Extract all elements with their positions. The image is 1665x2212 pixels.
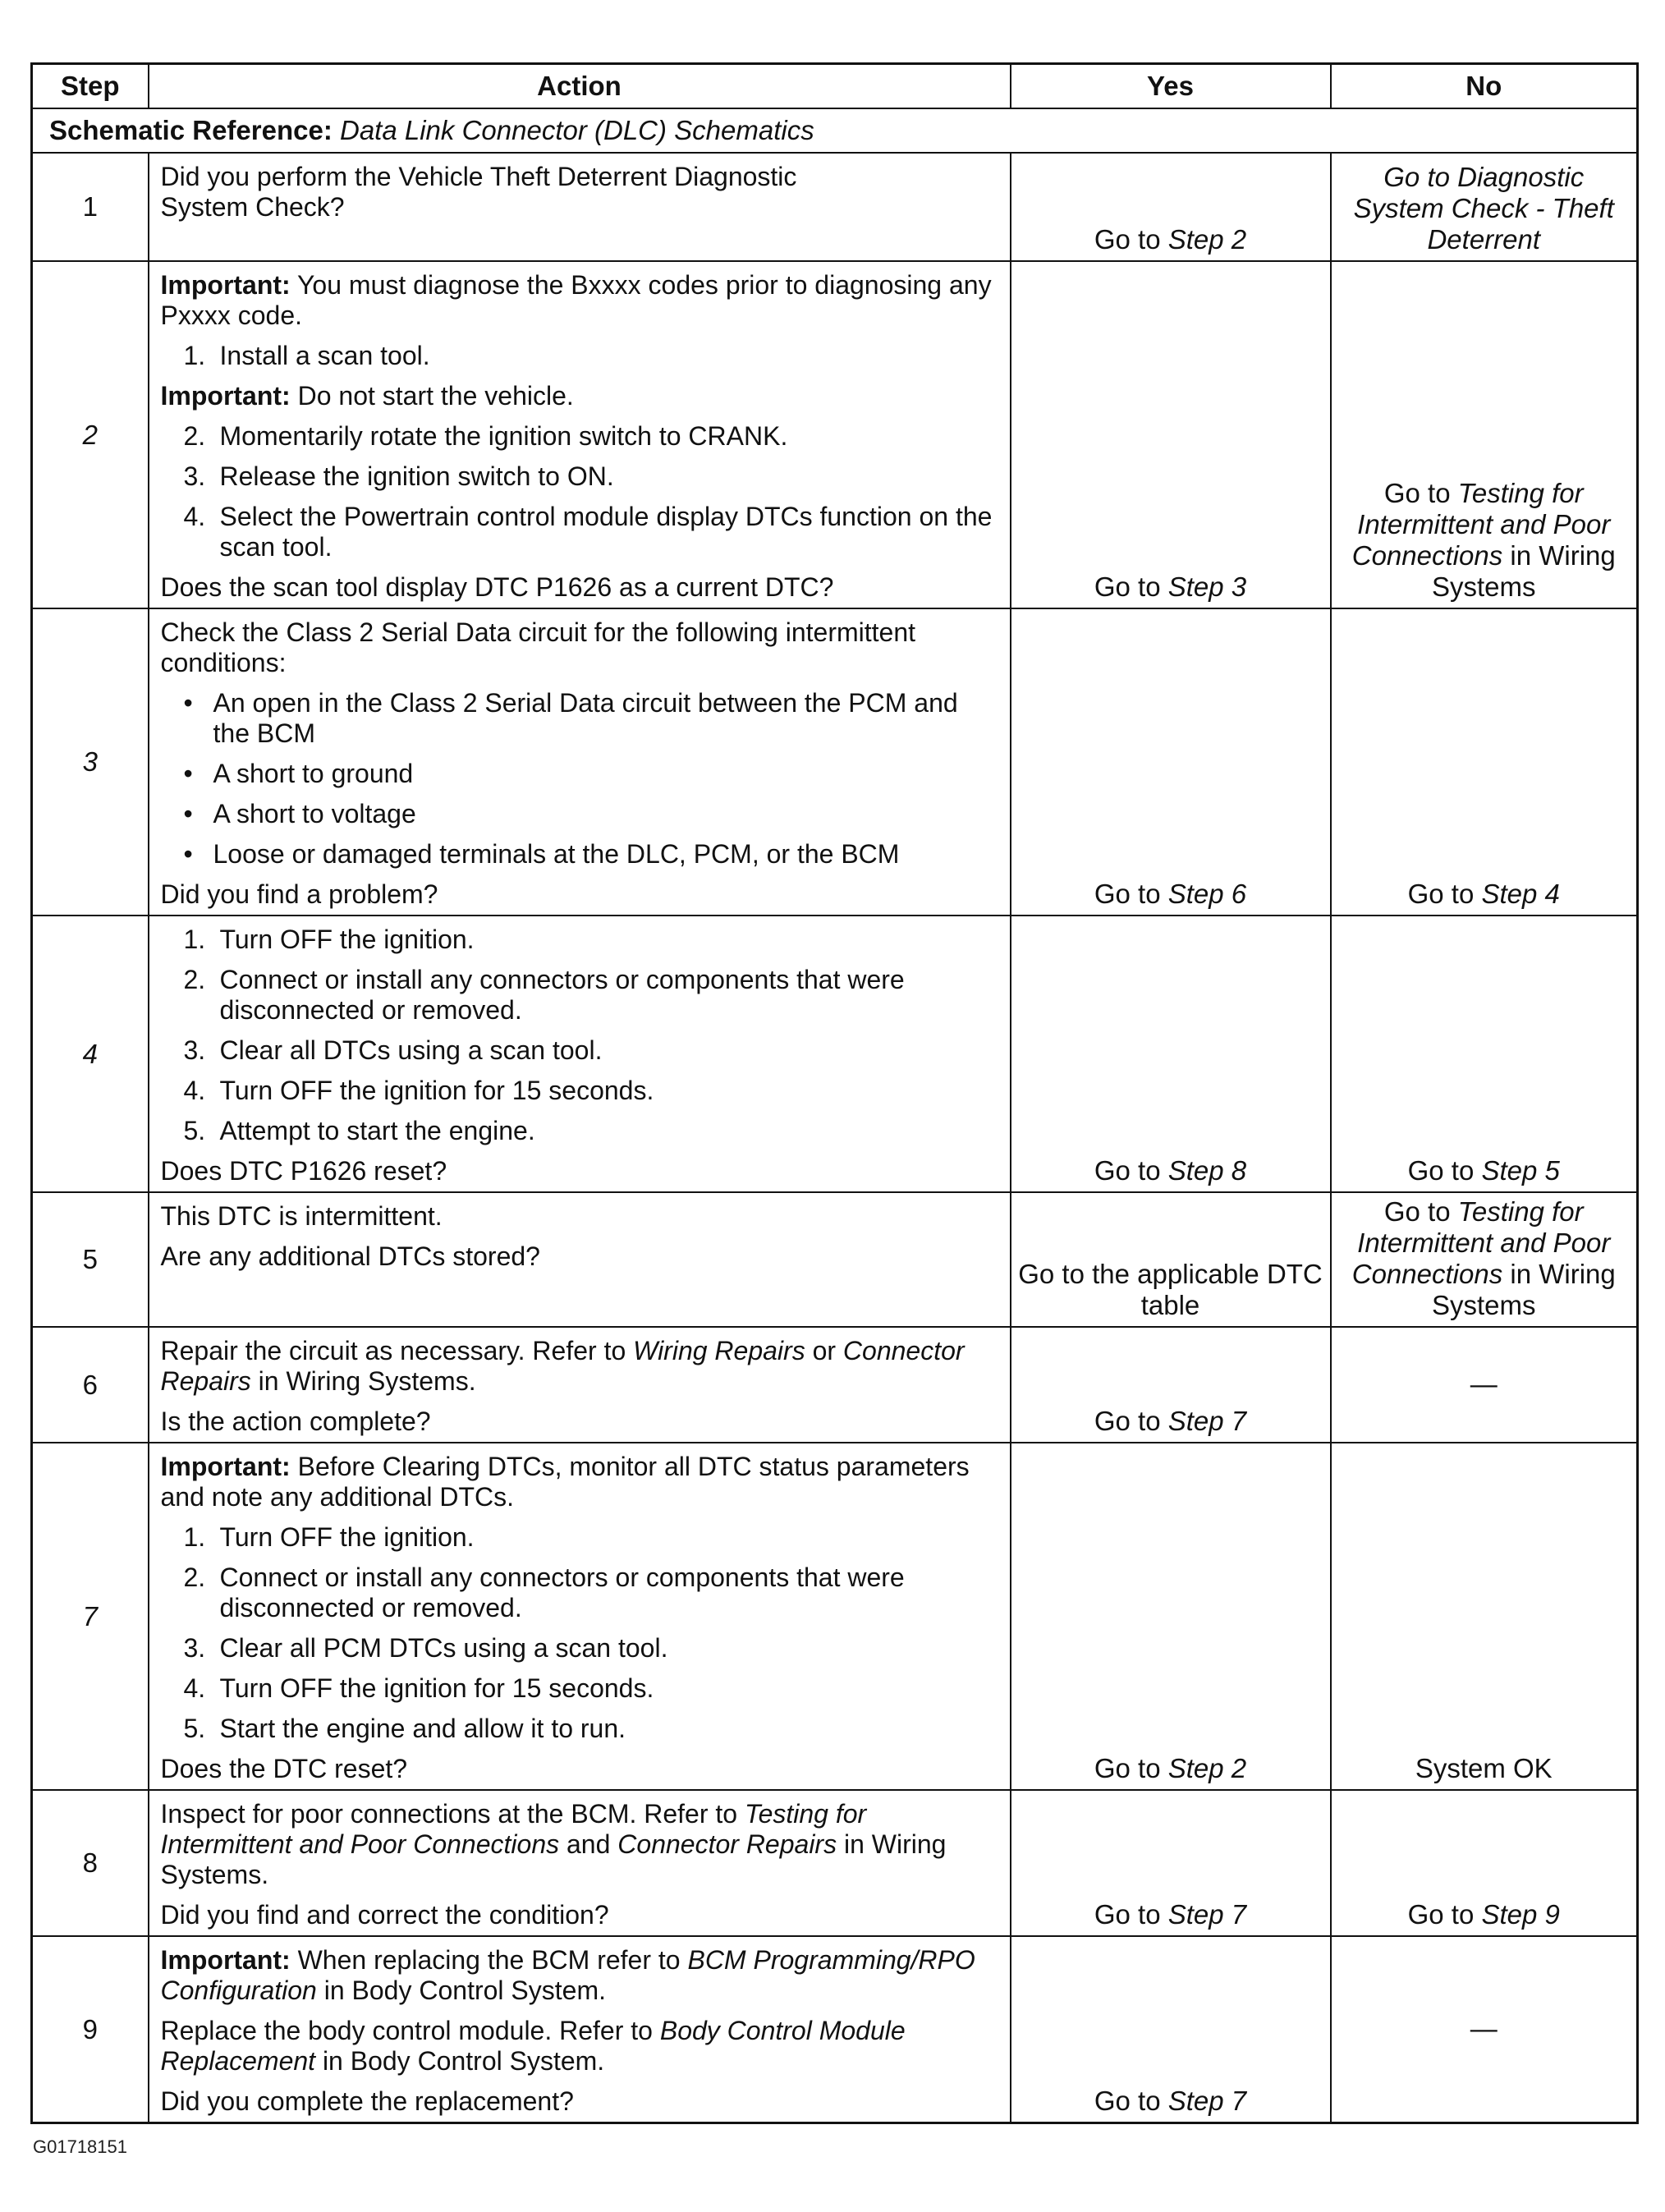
list-item: 3. Clear all PCM DTCs using a scan tool. bbox=[161, 1633, 998, 1664]
text-run: or bbox=[805, 1336, 843, 1365]
yes-pre: Go to bbox=[1094, 1753, 1168, 1783]
list-item: 1. Turn OFF the ignition. bbox=[161, 925, 998, 955]
no-text: System OK bbox=[1415, 1753, 1553, 1783]
yes-step-ref: Step 2 bbox=[1167, 1753, 1247, 1783]
list-item: 2. Connect or install any connectors or components that were disconnected or removed. bbox=[161, 965, 998, 1026]
figure-id: G01718151 bbox=[33, 2136, 127, 2157]
text-run: in Wiring Systems. bbox=[250, 1366, 476, 1396]
important-label: Important: bbox=[160, 1452, 291, 1481]
list-item-text: Turn OFF the ignition. bbox=[219, 925, 475, 954]
action-cell bbox=[149, 916, 1011, 1192]
yes-pre: Go to bbox=[1094, 2086, 1168, 2116]
no-cell bbox=[1331, 1790, 1638, 1936]
yes-pre: Go to bbox=[1094, 1406, 1168, 1436]
yes-step-ref: Step 7 bbox=[1167, 1899, 1247, 1930]
action-question: Did you perform the Vehicle Theft Deterrent Diagnostic System Check? bbox=[160, 162, 797, 222]
no-post: in Wiring Systems bbox=[1431, 540, 1616, 602]
yes-pre: Go to bbox=[1094, 224, 1168, 255]
action-cell bbox=[149, 153, 1011, 261]
step-number: 5 bbox=[32, 1192, 149, 1327]
action-question: Did you complete the replacement? bbox=[160, 2086, 574, 2116]
list-item: 2. Connect or install any connectors or components that were disconnected or removed. bbox=[161, 1563, 998, 1623]
action-line: This DTC is intermittent. bbox=[160, 1201, 443, 1231]
text-run: in Wiring Systems. bbox=[160, 1829, 947, 1889]
table-row bbox=[32, 1936, 1638, 2123]
list-item-text: Release the ignition switch to ON. bbox=[219, 461, 614, 491]
diagnostic-table bbox=[30, 62, 1639, 2124]
list-item-text: Connect or install any connectors or components that were disconnected or removed. bbox=[219, 965, 905, 1025]
list-item-text: Momentarily rotate the ignition switch to CRANK. bbox=[219, 421, 788, 451]
yes-step-ref: Step 7 bbox=[1167, 2086, 1247, 2116]
yes-cell bbox=[1011, 1443, 1331, 1790]
no-step-ref: Step 4 bbox=[1481, 879, 1560, 909]
reference-link: Body Control Module Replacement bbox=[160, 2016, 906, 2076]
list-item: • An open in the Class 2 Serial Data circuit between the PCM and the BCM bbox=[161, 688, 998, 749]
text-run: in Body Control System. bbox=[315, 2046, 605, 2076]
no-pre: Go to bbox=[1407, 1155, 1482, 1186]
list-item-text: Clear all PCM DTCs using a scan tool. bbox=[219, 1633, 668, 1663]
no-pre: Go to bbox=[1407, 879, 1482, 909]
no-cell bbox=[1331, 1936, 1638, 2123]
important-text: Before Clearing DTCs, monitor all DTC status parameters and note any additional DTCs. bbox=[160, 1452, 970, 1512]
list-item: 5. Start the engine and allow it to run. bbox=[161, 1714, 998, 1744]
list-item: 1. Turn OFF the ignition. bbox=[161, 1522, 998, 1553]
important-note bbox=[161, 381, 998, 411]
table-row bbox=[32, 1443, 1638, 1790]
action-question: Is the action complete? bbox=[160, 1407, 431, 1436]
no-cell bbox=[1331, 261, 1638, 608]
action-question: Does DTC P1626 reset? bbox=[160, 1156, 447, 1186]
yes-step-ref: Step 7 bbox=[1167, 1406, 1247, 1436]
no-post: in Wiring Systems bbox=[1431, 1259, 1616, 1320]
no-pre: Go to bbox=[1383, 1196, 1458, 1227]
schematic-reference bbox=[32, 108, 1638, 153]
step-number: 8 bbox=[32, 1790, 149, 1936]
yes-pre: Go to bbox=[1094, 879, 1168, 909]
yes-cell bbox=[1011, 1192, 1331, 1327]
yes-step-ref: Step 2 bbox=[1167, 224, 1247, 255]
yes-pre: Go to bbox=[1094, 1899, 1168, 1930]
schematic-row bbox=[32, 108, 1638, 153]
action-cell bbox=[149, 1327, 1011, 1443]
header-step: Step bbox=[32, 64, 149, 109]
step-number: 9 bbox=[32, 1936, 149, 2123]
no-cell bbox=[1331, 916, 1638, 1192]
yes-cell bbox=[1011, 608, 1331, 916]
yes-cell bbox=[1011, 1790, 1331, 1936]
no-dash: — bbox=[1470, 2012, 1498, 2044]
header-no: No bbox=[1331, 64, 1638, 109]
no-cell bbox=[1331, 1192, 1638, 1327]
step-number: 6 bbox=[32, 1327, 149, 1443]
important-label: Important: bbox=[160, 381, 291, 411]
no-cell bbox=[1331, 608, 1638, 916]
header-row bbox=[32, 64, 1638, 109]
action-cell bbox=[149, 1936, 1011, 2123]
no-ref: Go to Diagnostic System Check - Theft Deterrent bbox=[1353, 162, 1614, 255]
list-item-text: Connect or install any connectors or components that were disconnected or removed. bbox=[219, 1563, 905, 1622]
schematic-value: Data Link Connector (DLC) Schematics bbox=[340, 115, 814, 145]
no-ref: Testing for Intermittent and Poor Connections bbox=[1351, 1196, 1611, 1289]
step-number: 1 bbox=[32, 153, 149, 261]
table-row bbox=[32, 1192, 1638, 1327]
table-row bbox=[32, 1790, 1638, 1936]
action-question: Does the DTC reset? bbox=[160, 1754, 408, 1783]
important-text: You must diagnose the Bxxxx codes prior to diagnosing any Pxxxx code. bbox=[160, 270, 992, 330]
yes-step-ref: Step 8 bbox=[1167, 1155, 1247, 1186]
yes-pre: Go to bbox=[1094, 1155, 1168, 1186]
no-pre: Go to bbox=[1383, 478, 1458, 508]
action-text bbox=[161, 2016, 998, 2077]
important-note bbox=[161, 270, 998, 331]
important-text: When replacing the BCM refer to bbox=[290, 1945, 688, 1975]
text-run: Repair the circuit as necessary. Refer to bbox=[160, 1336, 634, 1365]
action-cell bbox=[149, 1790, 1011, 1936]
yes-text: Go to the applicable DTC table bbox=[1018, 1259, 1323, 1320]
header-action: Action bbox=[149, 64, 1011, 109]
list-item-text: An open in the Class 2 Serial Data circuit between the PCM and the BCM bbox=[213, 688, 958, 748]
step-number: 7 bbox=[32, 1443, 149, 1790]
list-item-text: Clear all DTCs using a scan tool. bbox=[219, 1035, 603, 1065]
action-question: Did you find and correct the condition? bbox=[160, 1900, 609, 1930]
reference-link: Wiring Repairs bbox=[633, 1336, 805, 1365]
no-cell bbox=[1331, 1327, 1638, 1443]
action-question: Does the scan tool display DTC P1626 as a current DTC? bbox=[160, 572, 834, 602]
important-note bbox=[161, 1945, 998, 2006]
no-step-ref: Step 5 bbox=[1481, 1155, 1560, 1186]
yes-cell bbox=[1011, 916, 1331, 1192]
list-item-text: Loose or damaged terminals at the DLC, PCM, or the BCM bbox=[213, 839, 900, 869]
table-row bbox=[32, 261, 1638, 608]
schematic-label: Schematic Reference: bbox=[49, 115, 333, 145]
yes-cell bbox=[1011, 153, 1331, 261]
list-item: • A short to ground bbox=[161, 759, 998, 789]
table-row bbox=[32, 153, 1638, 261]
action-cell bbox=[149, 608, 1011, 916]
list-item-text: Turn OFF the ignition for 15 seconds. bbox=[219, 1076, 654, 1105]
text-run: and bbox=[559, 1829, 618, 1859]
step-number: 4 bbox=[32, 916, 149, 1192]
list-item-text: Select the Powertrain control module display DTCs function on the scan tool. bbox=[219, 502, 993, 562]
list-item: 3. Clear all DTCs using a scan tool. bbox=[161, 1035, 998, 1066]
list-item: 4. Turn OFF the ignition for 15 seconds. bbox=[161, 1076, 998, 1106]
action-question: Did you find a problem? bbox=[160, 879, 438, 909]
list-item-text: Turn OFF the ignition for 15 seconds. bbox=[219, 1673, 654, 1703]
list-item-text: Turn OFF the ignition. bbox=[219, 1522, 475, 1552]
action-cell bbox=[149, 1192, 1011, 1327]
list-item: 1. Install a scan tool. bbox=[161, 341, 998, 371]
list-item-text: Install a scan tool. bbox=[219, 341, 430, 370]
yes-step-ref: Step 3 bbox=[1167, 571, 1247, 602]
header-yes: Yes bbox=[1011, 64, 1331, 109]
important-note bbox=[161, 1452, 998, 1512]
list-item: 4. Turn OFF the ignition for 15 seconds. bbox=[161, 1673, 998, 1704]
important-label: Important: bbox=[160, 270, 291, 300]
important-text: Do not start the vehicle. bbox=[290, 381, 574, 411]
list-item-text: A short to voltage bbox=[213, 799, 416, 828]
yes-cell bbox=[1011, 1327, 1331, 1443]
list-item: 2. Momentarily rotate the ignition switch to CRANK. bbox=[161, 421, 998, 452]
list-item-text: Attempt to start the engine. bbox=[219, 1116, 535, 1145]
action-cell bbox=[149, 1443, 1011, 1790]
action-cell bbox=[149, 261, 1011, 608]
list-item-text: A short to ground bbox=[213, 759, 414, 788]
text-run: in Body Control System. bbox=[316, 1976, 606, 2005]
list-item: • Loose or damaged terminals at the DLC, PCM, or the BCM bbox=[161, 839, 998, 870]
important-label: Important: bbox=[160, 1945, 291, 1975]
no-step-ref: Step 9 bbox=[1481, 1899, 1560, 1930]
reference-link: Connector Repairs bbox=[160, 1336, 965, 1396]
text-run: Inspect for poor connections at the BCM. Refer to bbox=[160, 1799, 745, 1829]
yes-pre: Go to bbox=[1094, 571, 1168, 602]
no-cell bbox=[1331, 1443, 1638, 1790]
list-item-text: Start the engine and allow it to run. bbox=[219, 1714, 626, 1743]
reference-link: Testing for Intermittent and Poor Connections bbox=[160, 1799, 867, 1859]
list-item: 5. Attempt to start the engine. bbox=[161, 1116, 998, 1146]
list-item: 4. Select the Powertrain control module display DTCs function on the scan tool. bbox=[161, 502, 998, 562]
yes-cell bbox=[1011, 261, 1331, 608]
action-text bbox=[161, 1799, 998, 1890]
reference-link: BCM Programming/RPO Configuration bbox=[160, 1945, 975, 2005]
action-intro: Check the Class 2 Serial Data circuit for the following intermittent conditions: bbox=[160, 617, 915, 677]
text-run: Replace the body control module. Refer to bbox=[160, 2016, 660, 2045]
table-row bbox=[32, 608, 1638, 916]
table-row bbox=[32, 1327, 1638, 1443]
step-number: 2 bbox=[32, 261, 149, 608]
list-item: 3. Release the ignition switch to ON. bbox=[161, 461, 998, 492]
action-question: Are any additional DTCs stored? bbox=[160, 1241, 540, 1271]
yes-step-ref: Step 6 bbox=[1167, 879, 1247, 909]
step-number: 3 bbox=[32, 608, 149, 916]
no-ref: Testing for Intermittent and Poor Connections bbox=[1351, 478, 1611, 571]
no-cell bbox=[1331, 153, 1638, 261]
table-row bbox=[32, 916, 1638, 1192]
list-item: • A short to voltage bbox=[161, 799, 998, 829]
action-text bbox=[161, 1336, 998, 1397]
no-dash: — bbox=[1470, 1368, 1498, 1399]
reference-link: Connector Repairs bbox=[617, 1829, 837, 1859]
no-pre: Go to bbox=[1407, 1899, 1482, 1930]
yes-cell bbox=[1011, 1936, 1331, 2123]
